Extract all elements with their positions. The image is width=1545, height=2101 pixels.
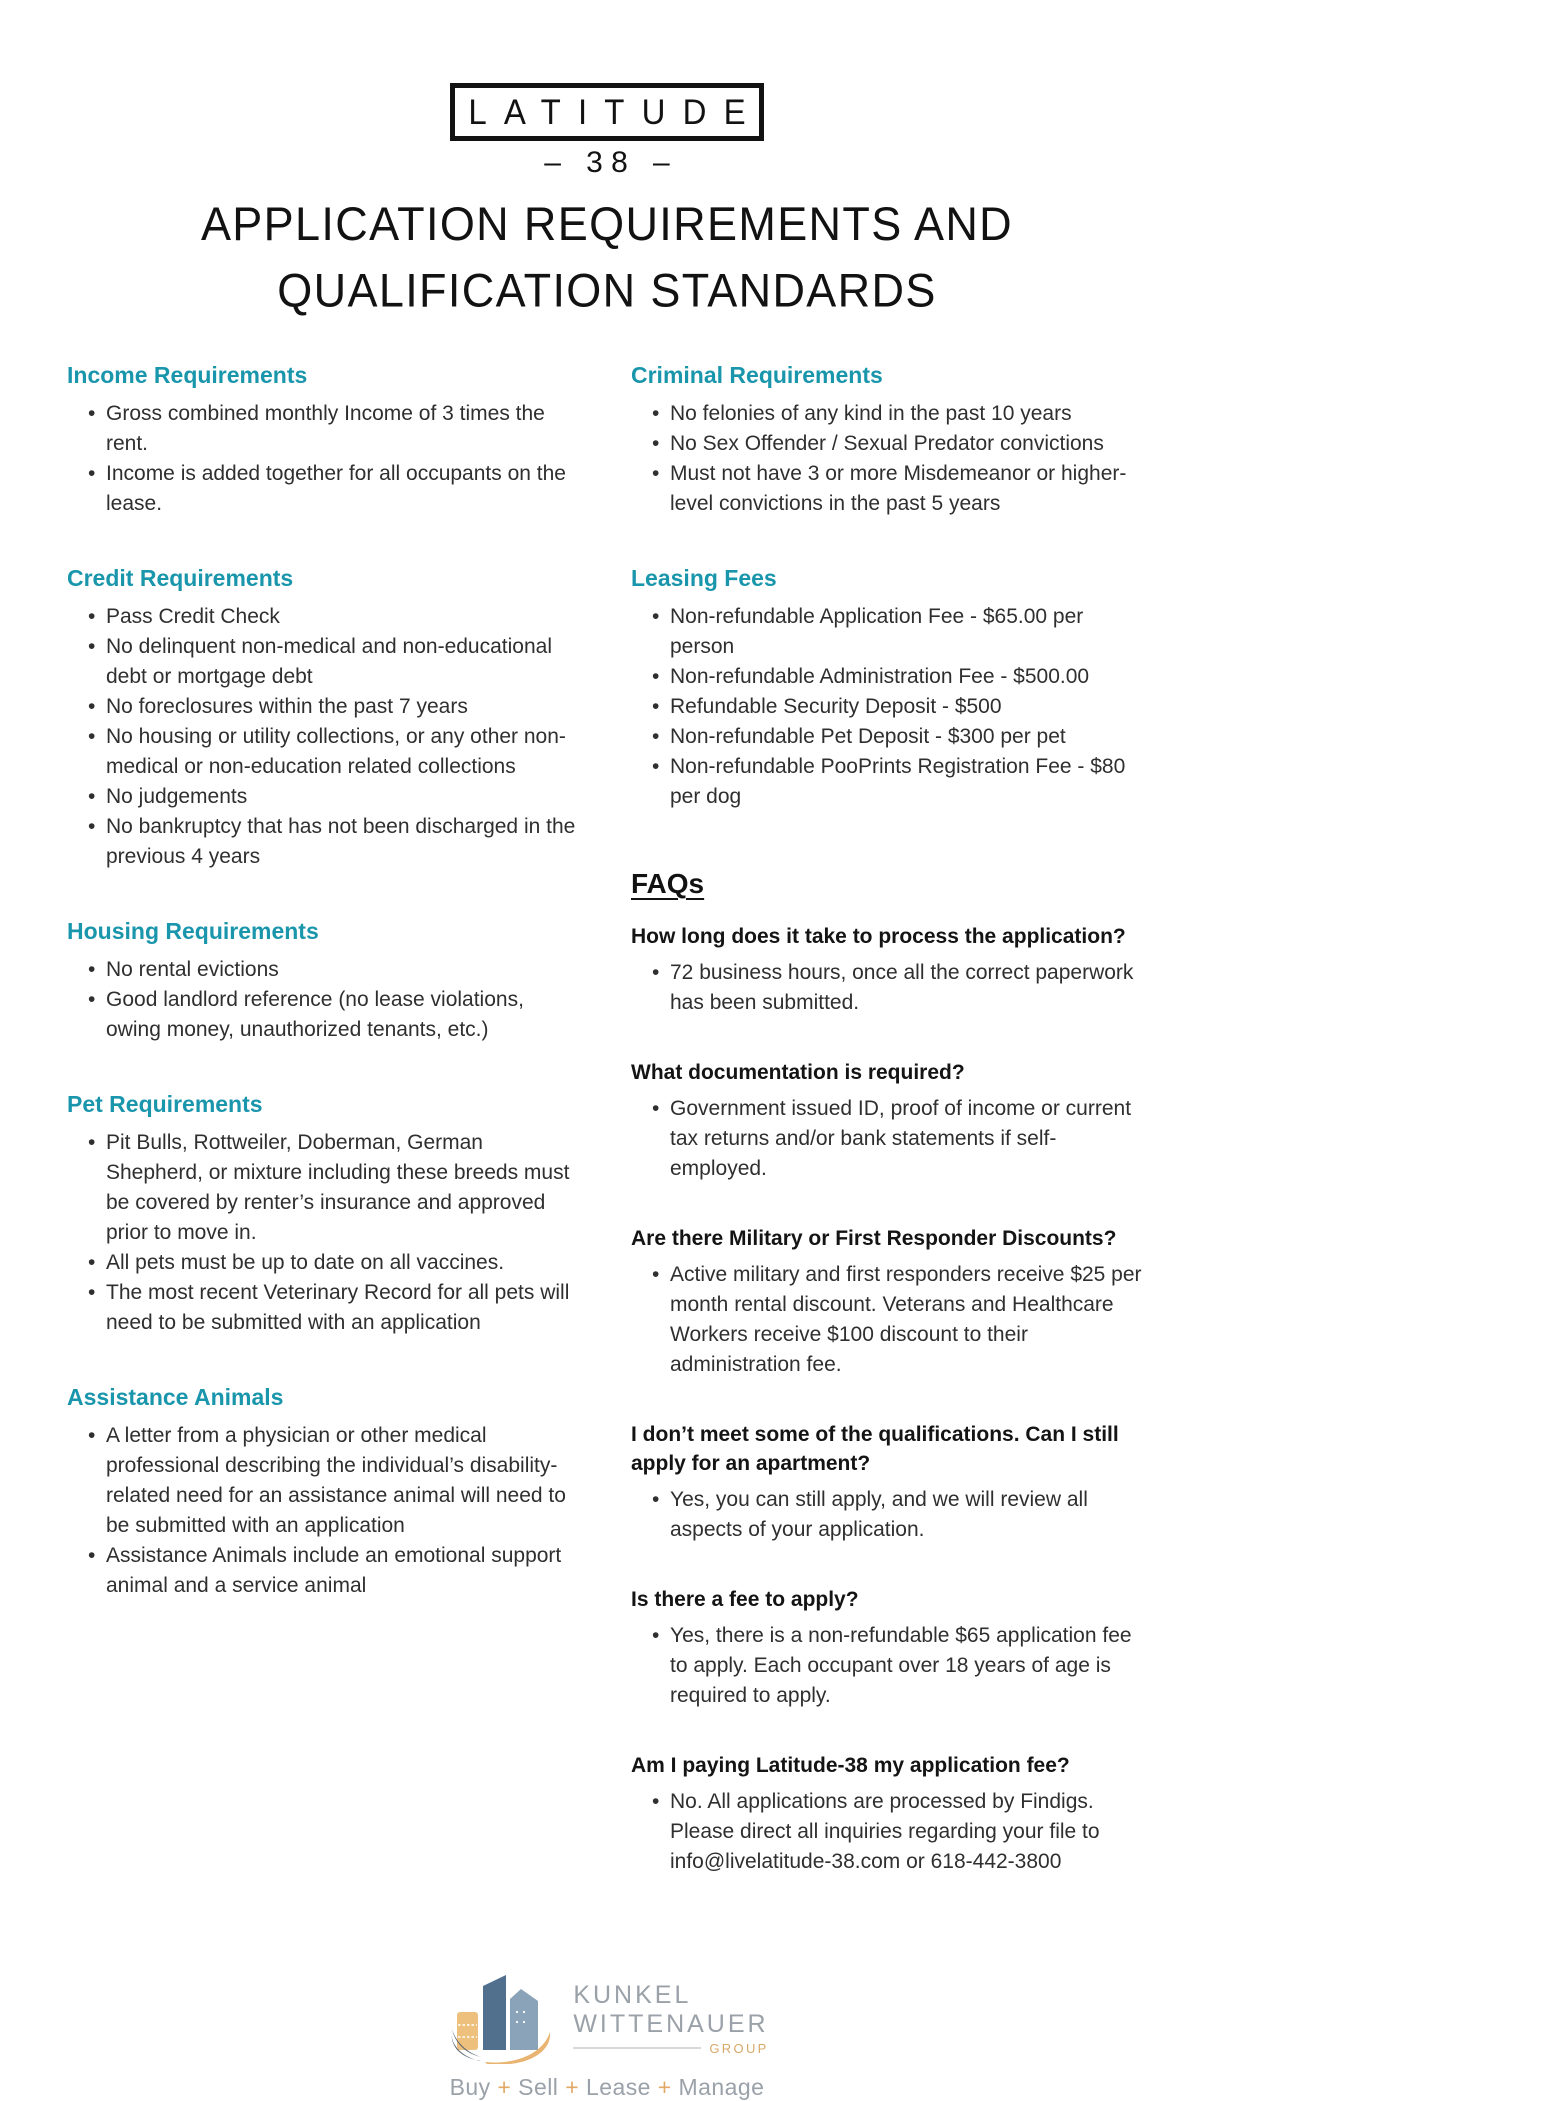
bullet-item: • Gross combined monthly Income of 3 times the rent. xyxy=(67,399,580,459)
faq-list xyxy=(631,922,1147,1877)
faq-answer: • 72 business hours, once all the correct paperwork has been submitted. xyxy=(631,958,1147,1018)
tagline-word: Sell xyxy=(518,2074,559,2100)
bullet-item: • No felonies of any kind in the past 10 years xyxy=(631,399,1147,429)
faq-answer-list xyxy=(631,958,1147,1018)
bullet-list xyxy=(631,602,1147,812)
bullet-item: • No housing or utility collections, or any other non-medical or non-education related collections xyxy=(67,722,580,782)
bullet-item: • All pets must be up to date on all vaccines. xyxy=(67,1248,580,1278)
bullet-item: • No Sex Offender / Sexual Predator convictions xyxy=(631,429,1147,459)
bullet-list xyxy=(67,1128,580,1338)
bullet-item: • Non-refundable Administration Fee - $500.00 xyxy=(631,662,1147,692)
faq-item xyxy=(631,1420,1147,1545)
content-columns xyxy=(67,360,1147,1917)
faq-item xyxy=(631,1585,1147,1711)
plus-separator: + xyxy=(650,2074,679,2100)
kunkel-wittenauer-buildings-icon xyxy=(445,1972,557,2064)
section-heading: Housing Requirements xyxy=(67,918,319,944)
requirements-section xyxy=(67,563,580,872)
bullet-item: • No bankruptcy that has not been discharged in the previous 4 years xyxy=(67,812,580,872)
faq-answer: • Government issued ID, proof of income or current tax returns and/or bank statements if self-employed. xyxy=(631,1094,1147,1184)
bullet-item: • Non-refundable PooPrints Registration Fee - $80 per dog xyxy=(631,752,1147,812)
requirements-section xyxy=(631,360,1147,519)
document-page xyxy=(67,83,1147,2101)
faq-answer-list xyxy=(631,1485,1147,1545)
brand-name-line2: WITTENAUER xyxy=(573,2009,769,2038)
tagline-word: Lease xyxy=(585,2074,651,2100)
requirements-section xyxy=(631,563,1147,812)
requirements-section xyxy=(67,1089,580,1338)
bullet-item: • Good landlord reference (no lease violations, owing money, unauthorized tenants, etc.) xyxy=(67,985,580,1045)
page-title-line1: APPLICATION REQUIREMENTS AND xyxy=(200,197,1014,251)
bullet-list xyxy=(67,602,580,872)
faq-question: Am I paying Latitude-38 my application fee? xyxy=(631,1754,1070,1777)
left-column xyxy=(67,360,580,1917)
bullet-item: • No judgements xyxy=(67,782,580,812)
faq-answer-list xyxy=(631,1260,1147,1380)
faq-answer: • No. All applications are processed by Findigs. Please direct all inquiries regarding your file to info@livelatitude-38.com or 618-442-3800 xyxy=(631,1787,1147,1877)
brand-text xyxy=(573,1981,768,2056)
requirements-section xyxy=(67,1382,580,1601)
tagline-word: Buy xyxy=(449,2074,491,2100)
faq-answer: • Active military and first responders receive $25 per month rental discount. Veterans and Healthcare Workers receive $100 discount to their administration fee. xyxy=(631,1260,1147,1380)
section-heading: Assistance Animals xyxy=(67,1384,284,1410)
plus-separator: + xyxy=(490,2074,519,2100)
bullet-item: • The most recent Veterinary Record for all pets will need to be submitted with an application xyxy=(67,1278,580,1338)
bullet-list xyxy=(631,399,1147,519)
bullet-item: • Refundable Security Deposit - $500 xyxy=(631,692,1147,722)
latitude-logo-text: LATITUDE xyxy=(468,91,763,132)
faq-answer-list xyxy=(631,1621,1147,1711)
page-title-line2: QUALIFICATION STANDARDS xyxy=(277,263,937,317)
faq-question: How long does it take to process the application? xyxy=(631,925,1126,948)
footer-brand xyxy=(67,1972,1147,2064)
faq-answer-list xyxy=(631,1094,1147,1184)
brand-divider-line xyxy=(573,2047,701,2049)
bullet-item: • Assistance Animals include an emotional support animal and a service animal xyxy=(67,1541,580,1601)
brand-name-line1: KUNKEL xyxy=(573,1980,692,2009)
latitude-logo-38: – 38 – xyxy=(544,146,679,179)
brand-group-label: GROUP xyxy=(709,2040,769,2056)
footer xyxy=(67,1972,1147,2101)
faq-answer: • Yes, you can still apply, and we will review all aspects of your application. xyxy=(631,1485,1147,1545)
page-title xyxy=(67,191,1147,323)
faq-question: Are there Military or First Responder Discounts? xyxy=(631,1227,1117,1250)
bullet-item: • Non-refundable Pet Deposit - $300 per pet xyxy=(631,722,1147,752)
bullet-item: • Pit Bulls, Rottweiler, Doberman, German Shepherd, or mixture including these breeds must be covered by renter’s insurance and approved prior to move in. xyxy=(67,1128,580,1248)
section-heading: Criminal Requirements xyxy=(631,362,883,388)
faq-answer: • Yes, there is a non-refundable $65 application fee to apply. Each occupant over 18 years of age is required to apply. xyxy=(631,1621,1147,1711)
bullet-item: • No foreclosures within the past 7 years xyxy=(67,692,580,722)
faq-item xyxy=(631,1058,1147,1184)
faq-question: I don’t meet some of the qualifications. Can I still apply for an apartment? xyxy=(631,1423,1119,1475)
right-column xyxy=(631,360,1147,1917)
bullet-item: • A letter from a physician or other medical professional describing the individual’s disability-related need for an assistance animal will need to be submitted with an application xyxy=(67,1421,580,1541)
faq-item xyxy=(631,1224,1147,1380)
section-heading: Leasing Fees xyxy=(631,565,777,591)
requirements-section xyxy=(67,916,580,1045)
right-column-sections xyxy=(631,360,1147,812)
faq-question: What documentation is required? xyxy=(631,1061,965,1084)
bullet-list xyxy=(67,1421,580,1601)
bullet-item: • No delinquent non-medical and non-educational debt or mortgage debt xyxy=(67,632,580,692)
bullet-item: • Must not have 3 or more Misdemeanor or higher-level convictions in the past 5 years xyxy=(631,459,1147,519)
brand-group-row xyxy=(573,2041,768,2056)
bullet-list xyxy=(67,955,580,1045)
bullet-item: • Pass Credit Check xyxy=(67,602,580,632)
plus-separator: + xyxy=(558,2074,586,2100)
section-heading: Income Requirements xyxy=(67,362,308,388)
bullet-list xyxy=(67,399,580,519)
section-heading: Pet Requirements xyxy=(67,1091,263,1117)
section-heading: Credit Requirements xyxy=(67,565,294,591)
faq-block xyxy=(631,868,1147,1877)
faq-heading: FAQs xyxy=(631,868,705,899)
bullet-item: • No rental evictions xyxy=(67,955,580,985)
faq-answer-list xyxy=(631,1787,1147,1877)
latitude-logo-box xyxy=(450,83,764,141)
tagline-word: Manage xyxy=(678,2074,765,2100)
requirements-section xyxy=(67,360,580,519)
bullet-item: • Non-refundable Application Fee - $65.00 per person xyxy=(631,602,1147,662)
footer-tagline xyxy=(67,2074,1147,2101)
faq-item xyxy=(631,922,1147,1018)
faq-question: Is there a fee to apply? xyxy=(631,1588,859,1611)
bullet-item: • Income is added together for all occupants on the lease. xyxy=(67,459,580,519)
faq-item xyxy=(631,1751,1147,1877)
